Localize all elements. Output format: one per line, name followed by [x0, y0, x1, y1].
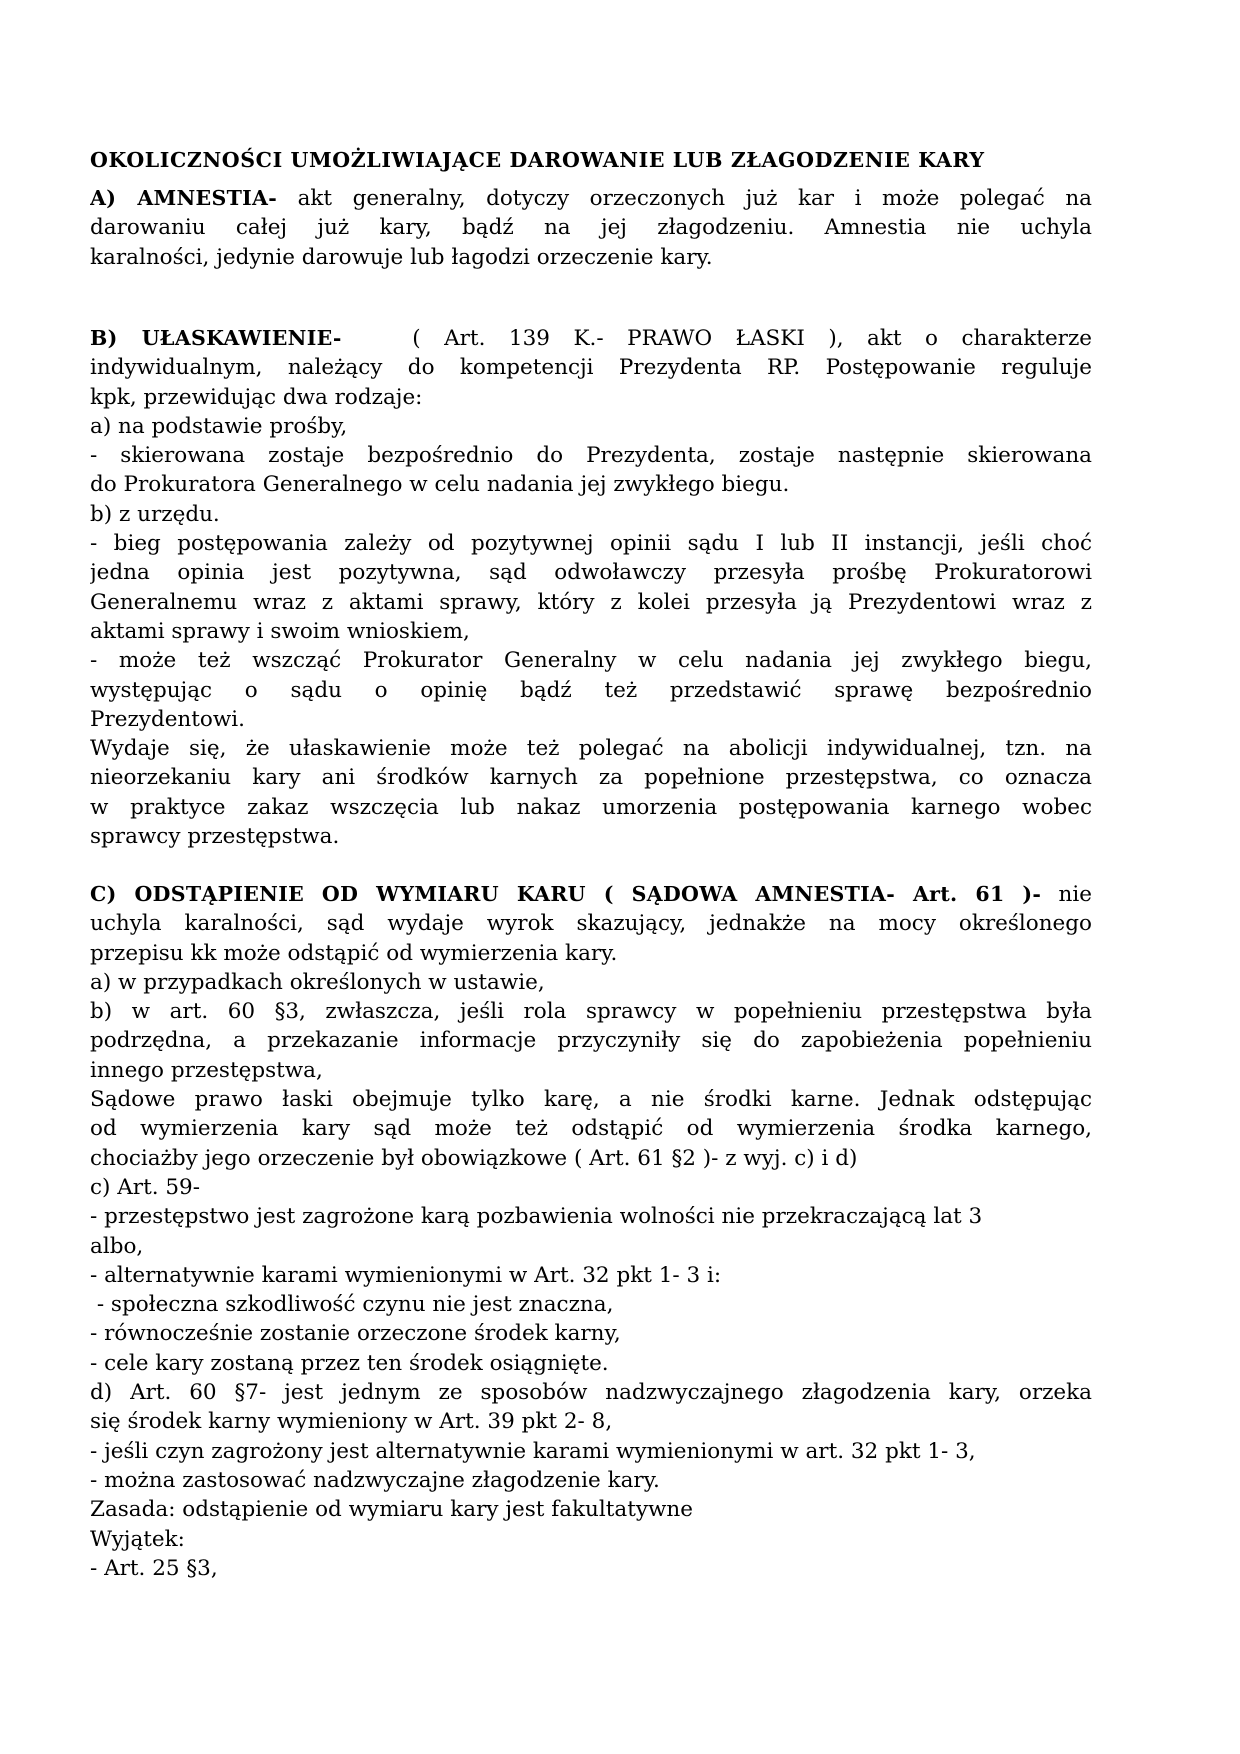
text-line: - Art. 25 §3,	[90, 1555, 218, 1581]
text-line: aktami sprawy i swoim wnioskiem,	[90, 618, 470, 644]
text-line: A) AMNESTIA- akt generalny, dotyczy orzeczonych już kar i może polegać na	[90, 186, 1092, 211]
text-line: B) UŁASKAWIENIE- ( Art. 139 K.- PRAWO ŁASKI ), akt o charakterze	[90, 326, 1092, 351]
text-line: przepisu kk może odstąpić od wymierzenia kary.	[90, 940, 618, 966]
text-line: się środek karny wymieniony w Art. 39 pkt 2- 8,	[90, 1409, 613, 1435]
text-line: d) Art. 60 §7- jest jednym ze sposobów nadzwyczajnego złagodzenia kary, orzeka	[90, 1380, 1092, 1406]
text-line: - skierowana zostaje bezpośrednio do Prezydenta, zostaje następnie skierowana	[90, 443, 1092, 469]
text-line: Wydaje się, że ułaskawienie może też polegać na abolicji indywidualnej, tzn. na	[90, 736, 1092, 762]
text-line: chociażby jego orzeczenie był obowiązkowe ( Art. 61 §2 )- z wyj. c) i d)	[90, 1145, 858, 1171]
text-line: do Prokuratora Generalnego w celu nadania jej zwykłego biegu.	[90, 472, 790, 498]
section-ulaskawienie	[90, 324, 1092, 851]
text-line: sprawcy przestępstwa.	[90, 824, 340, 850]
text-line: uchyla karalności, sąd wydaje wyrok skazujący, jednakże na mocy określonego	[90, 911, 1092, 937]
text-line: - równocześnie zostanie orzeczone środek karny,	[90, 1321, 621, 1347]
text-line: albo,	[90, 1233, 144, 1259]
text-line: występując o sądu o opinię bądź też przedstawić sprawę bezpośrednio	[90, 677, 1092, 703]
text-line: - cele kary zostaną przez ten środek osiągnięte.	[90, 1350, 609, 1376]
section-amnestia	[90, 184, 1092, 272]
section-odstapienie	[90, 880, 1092, 1583]
text-line: Sądowe prawo łaski obejmuje tylko karę, a nie środki karne. Jednak odstępując	[90, 1087, 1092, 1113]
text-line: b) z urzędu.	[90, 501, 220, 527]
text-line: - można zastosować nadzwyczajne złagodzenie kary.	[90, 1467, 660, 1493]
text-line: karalności, jedynie darowuje lub łagodzi orzeczenie kary.	[90, 244, 713, 270]
text-line: Zasada: odstąpienie od wymiaru kary jest fakultatywne	[90, 1497, 693, 1523]
text-line: - przestępstwo jest zagrożone karą pozbawienia wolności nie przekraczającą lat 3	[90, 1204, 983, 1230]
text-line: c) Art. 59-	[90, 1174, 200, 1200]
section-label: B) UŁASKAWIENIE-	[90, 326, 342, 350]
text-line: C) ODSTĄPIENIE OD WYMIARU KARU ( SĄDOWA AMNESTIA- Art. 61 )- nie	[90, 882, 1092, 907]
text-line: - bieg postępowania zależy od pozytywnej opinii sądu I lub II instancji, jeśli choć	[90, 531, 1092, 557]
text-line: a) w przypadkach określonych w ustawie,	[90, 969, 545, 995]
text-line: - alternatywnie karami wymienionymi w Art. 32 pkt 1- 3 i:	[90, 1262, 722, 1288]
text-line: darowaniu całej już kary, bądź na jej złagodzeniu. Amnestia nie uchyla	[90, 215, 1092, 241]
text-line: - jeśli czyn zagrożony jest alternatywnie karami wymienionymi w art. 32 pkt 1- 3,	[90, 1438, 976, 1464]
text-line: Generalnemu wraz z aktami sprawy, który z kolei przesyła ją Prezydentowi wraz z	[90, 589, 1092, 615]
section-label: C) ODSTĄPIENIE OD WYMIARU KARU ( SĄDOWA AMNESTIA- Art. 61 )-	[90, 882, 1042, 906]
text-line: podrzędna, a przekazanie informacje przyczyniły się do zapobieżenia popełnieniu	[90, 1028, 1092, 1054]
text-line: nieorzekaniu kary ani środków karnych za popełnione przestępstwa, co oznacza	[90, 765, 1092, 791]
section-label: A) AMNESTIA-	[90, 186, 278, 210]
text-line: - może też wszcząć Prokurator Generalny w celu nadania jej zwykłego biegu,	[90, 648, 1092, 674]
text-line: innego przestępstwa,	[90, 1057, 323, 1083]
text-line: indywidualnym, należący do kompetencji Prezydenta RP. Postępowanie reguluje	[90, 355, 1092, 381]
text-line: Wyjątek:	[90, 1526, 185, 1552]
text-line: b) w art. 60 §3, zwłaszcza, jeśli rola sprawcy w popełnieniu przestępstwa była	[90, 999, 1092, 1025]
text-line: w praktyce zakaz wszczęcia lub nakaz umorzenia postępowania karnego wobec	[90, 794, 1092, 820]
text-line: jedna opinia jest pozytywna, sąd odwoławczy przesyła prośbę Prokuratorowi	[90, 560, 1092, 586]
text-line: - społeczna szkodliwość czynu nie jest znaczna,	[90, 1292, 614, 1318]
document-title: OKOLICZNOŚCI UMOŻLIWIAJĄCE DAROWANIE LUB ZŁAGODZENIE KARY	[90, 148, 985, 172]
text-line: kpk, przewidując dwa rodzaje:	[90, 384, 423, 410]
text-line: a) na podstawie prośby,	[90, 413, 348, 439]
text-line: Prezydentowi.	[90, 706, 245, 732]
text-line: od wymierzenia kary sąd może też odstąpić od wymierzenia środka karnego,	[90, 1116, 1092, 1142]
